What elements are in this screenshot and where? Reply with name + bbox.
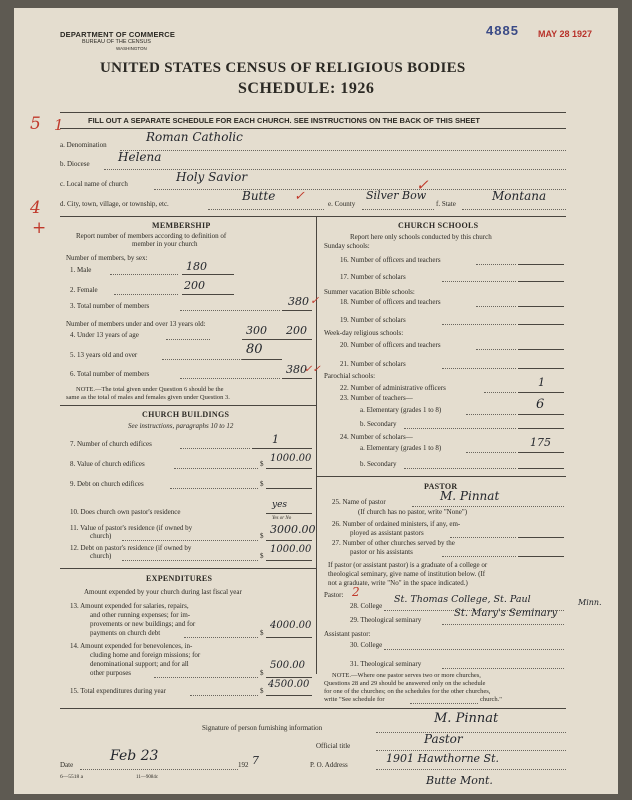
q3-total-value: 380 [288,295,309,308]
official-title-label: Official title [316,742,351,750]
city-value: Butte [242,189,276,203]
membership-intro-1: Report number of members according to definition of [76,232,227,240]
diocese-value: Helena [118,150,162,164]
margin-mark-5: 5 [30,114,41,134]
q8-value-label: 8. Value of church edifices [70,460,145,468]
city-check: ✓ [294,189,305,204]
q23b-label: b. Secondary [360,420,397,428]
q8-value-value: 1000.00 [270,453,312,464]
q5-over13-value: 80 [246,342,263,357]
assistant-pastor-subhead: Assistant pastor: [324,630,371,638]
buildings-sub: See instructions, paragraphs 10 to 12 [128,422,234,430]
q9-debt-label: 9. Debt on church edifices [70,480,144,488]
q3-check: ✓ [310,294,320,307]
pastor-note-2: Questions 28 and 29 should be answered only on the schedule [324,680,486,687]
q23-label: 23. Number of teachers— [340,394,413,402]
county-check: ✓ [416,176,429,194]
sunday-schools-label: Sunday schools: [324,242,370,250]
graduate-note-1: If pastor (or assistant pastor) is a graduate of a college or [328,561,488,569]
po-address-value-1: 1901 Hawthorne St. [386,752,499,765]
q7-edifices-value: 1 [272,433,279,446]
q4-under13-label: 4. Under 13 years of age [70,331,139,339]
q13-value: 4000.00 [270,620,312,631]
q31-label: 31. Theological seminary [350,660,422,668]
q14-value: 500.00 [270,660,305,671]
membership-intro-2: member in your church [132,240,198,248]
po-address-value-2: Butte Mont. [426,774,493,787]
q1-male-value: 180 [186,260,207,273]
q14-label-2: cluding home and foreign missions; for [90,651,201,659]
q28-label: 28. College [350,602,383,610]
schools-heading: CHURCH SCHOOLS [398,221,479,230]
margin-mark-plus: + [32,218,47,238]
pastor-note-3: for one of the churches; on the schedules for the other churches, [324,688,491,695]
q23a-label: a. Elementary (grades 1 to 8) [360,406,442,414]
q2-female-label: 2. Female [70,286,98,294]
city-label: d. City, town, village, or township, etc. [60,200,169,208]
stamp-number: 4885 [486,23,519,38]
q8-dollar: $ [260,460,264,468]
q25-label: 25. Name of pastor [332,498,386,506]
q12-dollar: $ [260,552,264,560]
county-value: Silver Bow [366,189,427,202]
q6-total-label: 6. Total number of members [70,370,150,378]
q30-label: 30. College [350,641,383,649]
graduate-note-2: theological seminary, give name of institution below. (If [328,570,486,578]
q10-residence-label: 10. Does church own pastor's residence [70,508,181,516]
q27-label-2: pastor or his assistants [350,548,413,556]
q10-yes-no-hint: Yes or No [272,516,292,521]
church-name-value: Holy Savior [176,170,248,184]
q20-label: 20. Number of officers and teachers [340,341,441,349]
q29-value: St. Mary's Seminary [454,608,558,619]
official-title-value: Pastor [424,732,463,746]
q11-dollar: $ [260,532,264,540]
q3-total-label: 3. Total number of members [70,302,150,310]
department-label: DEPARTMENT OF COMMERCE [60,30,176,39]
q22-value: 1 [538,376,545,389]
bureau-label: BUREAU OF THE CENSUS [82,39,151,45]
q15-dollar: $ [260,687,264,695]
church-name-label: c. Local name of church [60,180,128,188]
q24a-label: a. Elementary (grades 1 to 8) [360,444,442,452]
q26-label-1: 26. Number of ordained ministers, if any, em- [332,520,461,528]
margin-mark-1: 1 [54,116,64,134]
q15-value: 4500.00 [268,679,310,690]
pastor-subhead: Pastor: [324,591,344,599]
q27-label-1: 27. Number of other churches served by the [332,539,455,547]
q6-total-value: 380 [286,363,307,376]
q13-label-3: provements or new buildings; and for [90,620,196,628]
county-label: e. County [328,200,356,208]
q24-label: 24. Number of scholars— [340,433,413,441]
q25-note: (If church has no pastor, write "None") [358,508,468,516]
members-by-sex-label: Number of members, by sex: [66,254,148,262]
pastor-note-5: church." [480,696,502,703]
q19-label: 19. Number of scholars [340,316,406,324]
form-number: 6—5518 a [60,774,84,780]
signature-value: M. Pinnat [434,711,499,726]
expenditures-heading: EXPENDITURES [146,574,213,583]
q26-label-2: ployed as assistant pastors [350,529,424,537]
denomination-label: a. Denomination [60,141,107,149]
q4-under13-value: 300 [246,324,267,337]
q12-debt-label-2: church) [90,552,112,560]
schools-intro: Report here only schools conducted by this church [350,233,492,241]
form-title: UNITED STATES CENSUS OF RELIGIOUS BODIES [100,60,466,76]
q2-female-value: 200 [184,279,205,292]
q4-under13-value-2: 200 [286,324,307,337]
q16-label: 16. Number of officers and teachers [340,256,441,264]
q12-debt-label-1: 12. Debt on pastor's residence (if owned by [70,544,192,552]
pastor-heading: PASTOR [424,482,458,491]
q13-label-1: 13. Amount expended for salaries, repairs, [70,602,189,610]
q23a-value: 6 [536,397,545,412]
weekday-schools-label: Week-day religious schools: [324,329,404,337]
buildings-heading: CHURCH BUILDINGS [142,410,230,419]
q7-edifices-label: 7. Number of church edifices [70,440,152,448]
q24b-label: b. Secondary [360,460,397,468]
q9-dollar: $ [260,480,264,488]
margin-mark-4: 4 [30,198,41,218]
pastor-red-mark: 2 [352,585,360,599]
q15-label: 15. Total expenditures during year [70,687,166,695]
instruction-banner: FILL OUT A SEPARATE SCHEDULE FOR EACH CHURCH. SEE INSTRUCTIONS ON THE BACK OF THIS SHEET [88,116,480,125]
pastor-note-4: write "See schedule for [324,696,385,703]
q13-label-4: payments on church debt [90,629,161,637]
q24a-value: 175 [530,436,551,449]
diocese-label: b. Diocese [60,160,90,168]
q29-label: 29. Theological seminary [350,616,422,624]
q14-label-4: other purposes [90,669,132,677]
po-address-label: P. O. Address [310,761,348,769]
q21-label: 21. Number of scholars [340,360,406,368]
q11-value-value: 3000.00 [270,523,316,536]
q13-dollar: $ [260,629,264,637]
q6-check: ✓✓ [304,364,321,375]
q14-label-1: 14. Amount expended for benevolences, in- [70,642,193,650]
date-year-prefix: 192 [238,761,249,769]
membership-note-2: same as the total of males and females given under Question 3. [66,394,230,401]
date-value: Feb 23 [110,748,159,764]
q12-debt-value: 1000.00 [270,544,312,555]
q14-dollar: $ [260,669,264,677]
signature-label: Signature of person furnishing information [202,724,323,732]
q11-value-label-1: 11. Value of pastor's residence (if owned by [70,524,193,532]
q1-male-label: 1. Male [70,266,92,274]
q22-label: 22. Number of administrative officers [340,384,446,392]
date-label: Date [60,761,74,769]
membership-heading: MEMBERSHIP [152,221,211,230]
members-by-age-label: Number of members under and over 13 years old: [66,320,206,328]
schedule-title: SCHEDULE: 1926 [238,80,375,97]
q5-over13-label: 5. 13 years old and over [70,351,138,359]
date-year-suffix: 7 [252,754,259,767]
graduate-note-3: not a graduate, write "No" in the space indicated.) [328,579,468,587]
stamp-date: MAY 28 1927 [538,29,593,39]
census-schedule-sheet [14,8,618,794]
q28-value: St. Thomas College, St. Paul [394,594,531,605]
q18-label: 18. Number of officers and teachers [340,298,441,306]
q10-residence-value: yes [272,500,288,510]
state-label: f. State [436,200,456,208]
q25-value: M. Pinnat [440,489,500,503]
pastor-note-1: NOTE.—Where one pastor serves two or more churches, [332,672,481,679]
q28-value-tail: Minn. [578,598,602,607]
q11-value-label-2: church) [90,532,112,540]
parochial-schools-label: Parochial schools: [324,372,376,380]
expenditures-sub: Amount expended by your church during last fiscal year [84,588,242,596]
denomination-value: Roman Catholic [146,130,243,144]
membership-note-1: NOTE.—The total given under Question 6 should be the [76,386,224,393]
state-value: Montana [492,189,547,203]
q17-label: 17. Number of scholars [340,273,406,281]
print-number: 11—9084c [136,775,159,780]
washington-label: WASHINGTON [116,46,147,51]
q13-label-2: and other running expenses; for im- [90,611,191,619]
summer-schools-label: Summer vacation Bible schools: [324,288,415,296]
q14-label-3: denominational support; and for all [90,660,189,668]
